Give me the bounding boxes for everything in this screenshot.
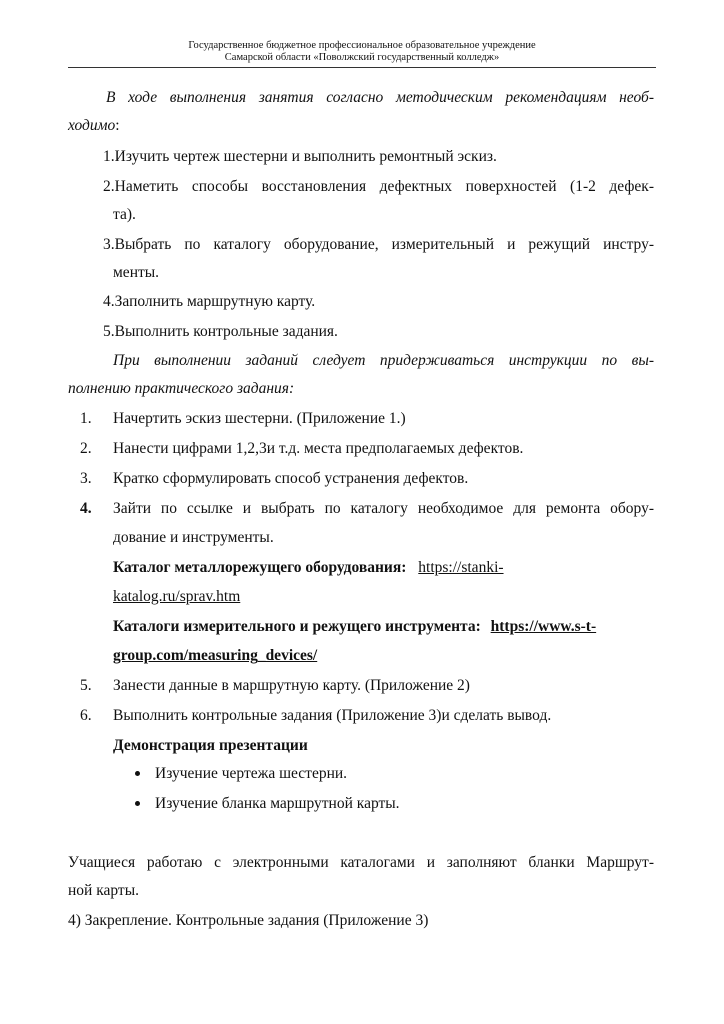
equipment-catalog-link-part-2[interactable]: katalog.ru/sprav.htm — [113, 588, 241, 605]
task-6-text: Выполнить контрольные задания (Приложение 3)и сделать вывод. — [113, 707, 552, 724]
step-3-line-2: менты. — [113, 264, 160, 281]
equipment-catalog-link-part-1[interactable]: https://stanki- — [418, 559, 504, 576]
intro-line-2 — [68, 116, 120, 136]
task-4-text-line-2: дование и инструменты. — [113, 529, 274, 546]
equipment-catalog-label: Каталог металлорежущего оборудования: — [113, 559, 407, 576]
header-line-1: Государственное бюджетное профессиональное образовательное учреждение — [188, 40, 536, 51]
demo-item-2: Изучение бланка маршрутной карты. — [155, 795, 400, 812]
tools-catalog-label: Каталоги измерительного и режущего инструмента: — [113, 618, 481, 635]
task-2-number: 2. — [80, 440, 92, 457]
summary-line-3: 4) Закрепление. Контрольные задания (Приложение 3) — [68, 912, 429, 929]
demo-item-1: Изучение чертежа шестерни. — [155, 765, 348, 782]
intro-colon: : — [115, 117, 120, 134]
task-4-text-line-1: Зайти по ссылке и выбрать по каталогу необходимое для ремонта обору- — [113, 500, 654, 517]
instruction-line-1: При выполнении заданий следует придерживаться инструкции по вы- — [113, 352, 654, 369]
task-1-number: 1. — [80, 410, 92, 427]
task-3-text: Кратко сформулировать способ устранения дефектов. — [113, 470, 469, 487]
tools-catalog-link-part-2[interactable]: group.com/measuring_devices/ — [113, 647, 318, 664]
step-5: 5.Выполнить контрольные задания. — [103, 323, 338, 340]
step-2-line-1: 2.Наметить способы восстановления дефектных поверхностей (1-2 дефек- — [103, 178, 654, 195]
step-4: 4.Заполнить маршрутную карту. — [103, 293, 316, 310]
step-1: 1.Изучить чертеж шестерни и выполнить ремонтный эскиз. — [103, 148, 497, 165]
bullet-icon — [135, 771, 140, 776]
step-3-line-1: 3.Выбрать по каталогу оборудование, измерительный и режущий инстру- — [103, 236, 654, 253]
intro-line-1: В ходе выполнения занятия согласно методическим рекомендациям необ- — [106, 89, 654, 106]
task-5-number: 5. — [80, 677, 92, 694]
bullet-icon — [135, 801, 140, 806]
instruction-line-2: полнению практического задания: — [68, 380, 295, 397]
task-1-text: Начертить эскиз шестерни. (Приложение 1.) — [113, 410, 406, 427]
demo-title: Демонстрация презентации — [113, 737, 308, 754]
task-6-number: 6. — [80, 707, 92, 724]
document-header — [68, 40, 656, 64]
header-line-2: Самарской области «Поволжский государственный колледж» — [224, 52, 500, 63]
summary-line-2: ной карты. — [68, 882, 139, 899]
equipment-catalog-line — [113, 558, 654, 578]
intro-word: ходимо — [68, 117, 116, 134]
tools-catalog-line — [113, 617, 658, 637]
task-4-number: 4. — [80, 500, 92, 517]
tools-catalog-link-part-1[interactable]: https://www.s-t- — [490, 618, 597, 635]
summary-line-1: Учащиеся работаю с электронными каталогами и заполняют бланки Маршрут- — [68, 854, 654, 871]
task-2-text: Нанести цифрами 1,2,3и т.д. места предполагаемых дефектов. — [113, 440, 524, 457]
task-5-text: Занести данные в маршрутную карту. (Приложение 2) — [113, 677, 470, 694]
header-divider — [68, 67, 656, 68]
task-3-number: 3. — [80, 470, 92, 487]
step-2-line-2: та). — [113, 206, 136, 223]
